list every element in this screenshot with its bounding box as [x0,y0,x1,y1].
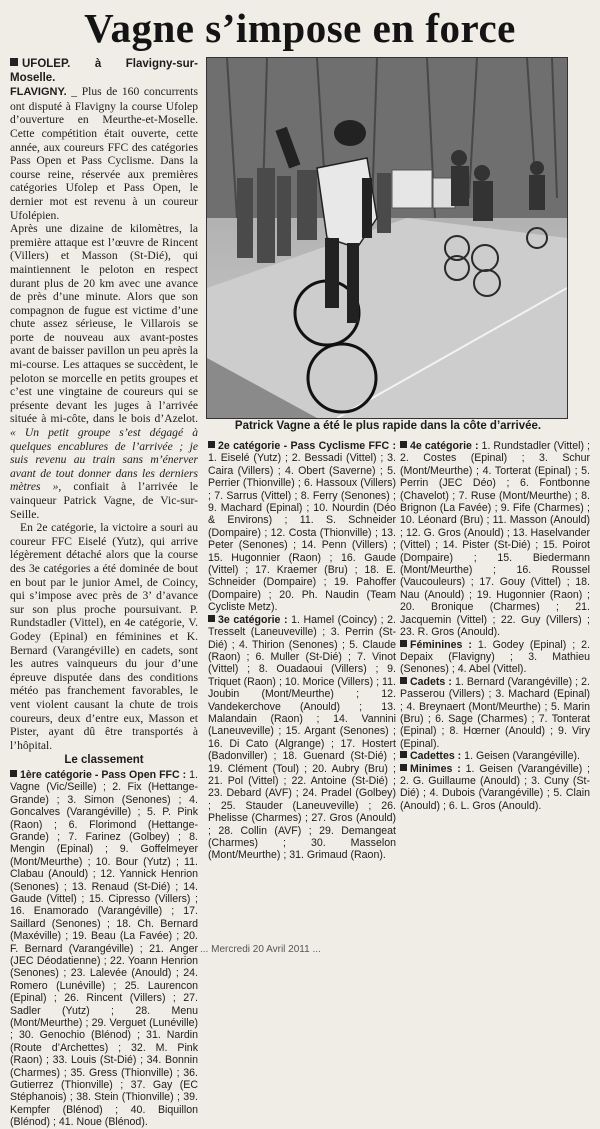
photo-caption: Patrick Vagne a été le plus rapide dans la côte d’arrivée. [234,420,542,432]
results-cat3 [208,614,396,862]
square-bullet-icon [400,441,407,448]
results-column-2 [208,440,396,862]
square-bullet-icon [10,770,17,777]
square-bullet-icon [400,677,407,684]
article-column-1 [10,58,198,1129]
square-bullet-icon [400,640,407,647]
results-cadettes [400,750,590,762]
results-cat1 [10,769,198,1129]
results-cadettes-text: 1. Geisen (Varangéville). [464,750,580,763]
results-column-3 [400,440,590,812]
body-paragraph-2: Après une dizaine de kilomètres, la première attaque est l’œuvre de Rincent (Villers) et Masson (St-Dié), qui maintiennent le peloton en respect durant plus de 20 km avec une avance de près d’une minute. Alors que son compagnon de fugue est victime d’une chute assez sérieuse, le Villarois se porte de nouveau aux avant-postes avant de baisser pavillon un peu après la mi-course. Les attaques se succèdent, le peloton se morcelle en petits groupes et c’est une vingtaine de coureurs qui se présente devant les juges à l’arrivée située à mi-côte, dans le bois d’Azelot. [10,222,198,426]
race-photo [206,57,568,419]
article-headline: Vagne s’impose en force [84,5,516,51]
winner-quote: « Un petit groupe s’est dégagé à quelques encablures de l’arrivée ; je suis revenu au train sans m’énerver avant de tout donner dans les derniers mètres » [10,426,198,494]
results-minimes-text: 1. Geisen (Varangéville) ; 2. G. Guillaume (Anould) ; 3. Cuny (St-Dié) ; 4. Dubois (Varangéville) ; 5. Clain (Anould) ; 6. L. Gros (Anould). [400,762,591,812]
results-cat2-text: 1. Eiselé (Yutz) ; 2. Bessadi (Vittel) ; 3. Caira (Villers) ; 4. Obert (Saverne) ; 5. Perrier (Thionville) ; 6. Hassoux (Villers) ; 7. Sarrus (Vittel) ; 8. Ferry (Senones) ; 9. Machard (Epinal) ; 10. Nourdin (Déo & Environs) ; 11. S. Schneider (Dompaire) ; 12. Costa (Thionville) ; 13. Peter (Senones) ; 14. Penn (Villers) ; 15. Hugonnier (Raon) ; 16. Gaude (Vittel) ; 17. Kraemer (Bru) ; 18. E. Schneider (Dompaire) ; 19. Pahoffer (Dompaire) ; 20. Ph. Naudin (Team Cycliste Metz). [208,452,396,614]
body-paragraph-2-end: , confiait à l’arrivée le vainqueur Patrick Vagne, de Vic-sur-Seille. [10,480,198,521]
body-paragraph-1: _ Plus de 160 concurrents ont disputé à Flavigny la course Ufolep d’ouverture en Meurthe-et-Moselle. Cette compétition était ouverte, cette année, aux coureurs FFC des catégories Pass Open et Pass Cyclisme. Dans la course reine, réservée aux premières catégories Ufolep et Pass Open, le dernier mot est revenu à un coureur Ufolépien. [10,85,198,222]
square-bullet-icon [10,58,18,66]
results-feminines [400,639,590,676]
results-heading: Le classement [64,754,144,767]
results-cat1-text: 1. Vagne (Vic/Seille) ; 2. Fix (Hettange-Grande) ; 3. Simon (Senones) ; 4. Goncalves (Varangéville) ; 5. P. Pink (Raon) ; 6. Florimond (Hettange-Grande) ; 7. Farinez (Golbey) ; 8. Mengin (Epinal) ; 9. Goffelmeyer (Mont/Meurthe) ; 10. Bour (Yutz) ; 11. Clabau (Anould) ; 12. Yannick Henrion (Senones) ; 13. Renaud (St-Dié) ; 14. Gaude (Vittel) ; 15. Cipresso (Villers) ; 16. Enamorado (Varangéville) ; 17. Saillard (Senones) ; 18. Ch. Bernard (Maxéville) ; 19. Beau (La Favée) ; 20. F. Bernard (Varangéville) ; 21. Anger (JEC Déodatienne) ; 22. Yoann Henrion (Senones) ; 23. Lalevée (Anould) ; 24. Romero (Lunéville) ; 25. Laurencon (Epinal) ; 26. Rincent (Villers) ; 27. Sadler (Yutz) ; 28. Menu (Mont/Meurthe) ; 29. Verguet (Lunéville) ; 30. Genochio (Blénod) ; 31. Nardin (Route d’Archettes) ; 32. M. Pink (Raon) ; 33. Louis (St-Dié) ; 34. Bonnin (Charmes) ; 35. Gress (Thionville) ; 36. Gutierrez (Thionville) ; 37. Gay (EC Stéphanois) ; 38. Stein (Thionville) ; 39. Kempfer (Blénod) ; 40. Biquillon (Blénod) ; 41. Noue (Blénod). [10,768,198,1129]
results-feminines-text: 1. Godey (Epinal) ; 2. Depaix (Flavigny) ; 3. Mathieu (Senones) ; 4. Abel (Vittel). [400,638,591,676]
article-kicker [10,58,198,85]
results-minimes [400,763,590,813]
body-paragraph-3: En 2e catégorie, la victoire a souri au coureur FFC Eiselé (Yutz), qui arrive légèrement détaché alors que la course des 3e catégories a été dominée de bout en bout par le junior Amel, de Coincy, qui s’impose avec près de 3’ d’avance sur son plus proche poursuivant. P. Rundstadler (Vittel), en 4e catégorie, V. Godey (Epinal) en féminines et K. Bernard (Varangéville) en cadets, sont les autres vainqueurs du jour d’une épreuve disputée dans des conditions météo pas franchement favorables, le vent violent causant la chute de trois coureurs, deux d’entre eux, Masson et Pister, ayant dû être transportés à l’hôpital. [10,521,198,752]
results-feminines-label: Féminines : [410,638,472,651]
results-cat1-label: 1ère catégorie - Pass Open FFC : [20,768,187,781]
kicker-text: UFOLEP. à Flavigny-sur-Moselle. [10,58,198,84]
square-bullet-icon [400,751,407,758]
results-cat2 [208,440,396,614]
results-minimes-label: Minimes : [410,762,461,775]
results-cadets-label: Cadets : [410,675,452,688]
square-bullet-icon [400,764,407,771]
dateline: FLAVIGNY. [10,86,67,99]
results-cadets-text: 1. Bernard (Varangéville) ; 2. Passerou (Villers) ; 3. Machard (Epinal) ; 4. Breynaert (Mont/Meurthe) ; 5. Marin (Bru) ; 6. Sage (Charmes) ; 7. Tonterat (Epinal) ; 8. Hœrner (Anould) ; 9. Viry (Epinal). [400,675,590,750]
results-cat3-label: 3e catégorie : [218,613,288,626]
square-bullet-icon [208,615,215,622]
results-cat4-text: 1. Rundstadler (Vittel) ; 2. Costes (Epinal) ; 3. Schur (Mont/Meurthe) ; 4. Torterat (Epinal) ; 5. Perrin (JEC Déo) ; 6. Fontbonne (Chavelot) ; 7. Ruse (Mont/Meurthe) ; 8. Brignon (La Favée) ; 9. Fife (Charmes) ; 10. Léonard (Bru) ; 11. Masson (Anould) ; 12. G. Gros (Anould) ; 13. Haselvander (Vittel) ; 14. Pister (St-Dié) ; 15. Poirot (Dompaire) ; 15. Biedermann (Mont/Meurthe) ; 16. Roussel (Vaucouleurs) ; 17. Gouy (Vittel) ; 18. Nau (Anould) ; 19. Hugonnier (Raon) ; 20. Bronique (Charmes) ; 21. Jacquemin (Vittel) ; 22. Guy (Villers) ; 23. R. Gros (Anould). [400,440,590,639]
results-cat3-text: 1. Hamel (Coincy) ; 2. Tresselt (Laneuveville) ; 3. Perrin (St-Dié) ; 4. Thirion (Senones) ; 5. Claude (Raon) ; 6. Muller (St-Dié) ; 7. Vinot (Vittel) ; 8. Ouadaoui (Villers) ; 9. Triquet (Raon) ; 10. Morice (Villers) ; 11. Joubin (Mont/Meurthe) ; 12. Vandekerchove (Anould) ; 13. Malandain (Raon) ; 14. Vannini (Laneuveville) ; 15. Argant (Senones) ; 16. Di Cato (Algrange) ; 17. Hostert (Badonviller) ; 18. Guenard (St-Dié) ; 19. Clément (Toul) ; 20. Aubry (Bru) ; 21. Pol (Vittel) ; 22. Antoine (St-Dié) ; 23. Debard (AVF) ; 24. Pradel (Golbey) ; 25. Stauder (Laneuveville) ; 26. Phelisse (Charmes) ; 27. Gros (Anould) ; 28. Collin (AVF) ; 29. Demangeat (Charmes) ; 30. Masselon (Mont/Meurthe) ; 31. Grimaud (Raon). [208,613,396,862]
footer-fragment: ... Mercredi 20 Avril 2011 ... [200,944,321,955]
results-cat4 [400,440,590,639]
results-cat2-label: 2e catégorie - Pass Cyclisme FFC : [218,440,396,452]
results-cat4-label: 4e catégorie : [410,440,479,452]
results-cadettes-label: Cadettes : [410,750,462,763]
square-bullet-icon [208,441,215,448]
cyclist-photo-illustration [207,58,567,418]
results-cadets [400,676,590,750]
